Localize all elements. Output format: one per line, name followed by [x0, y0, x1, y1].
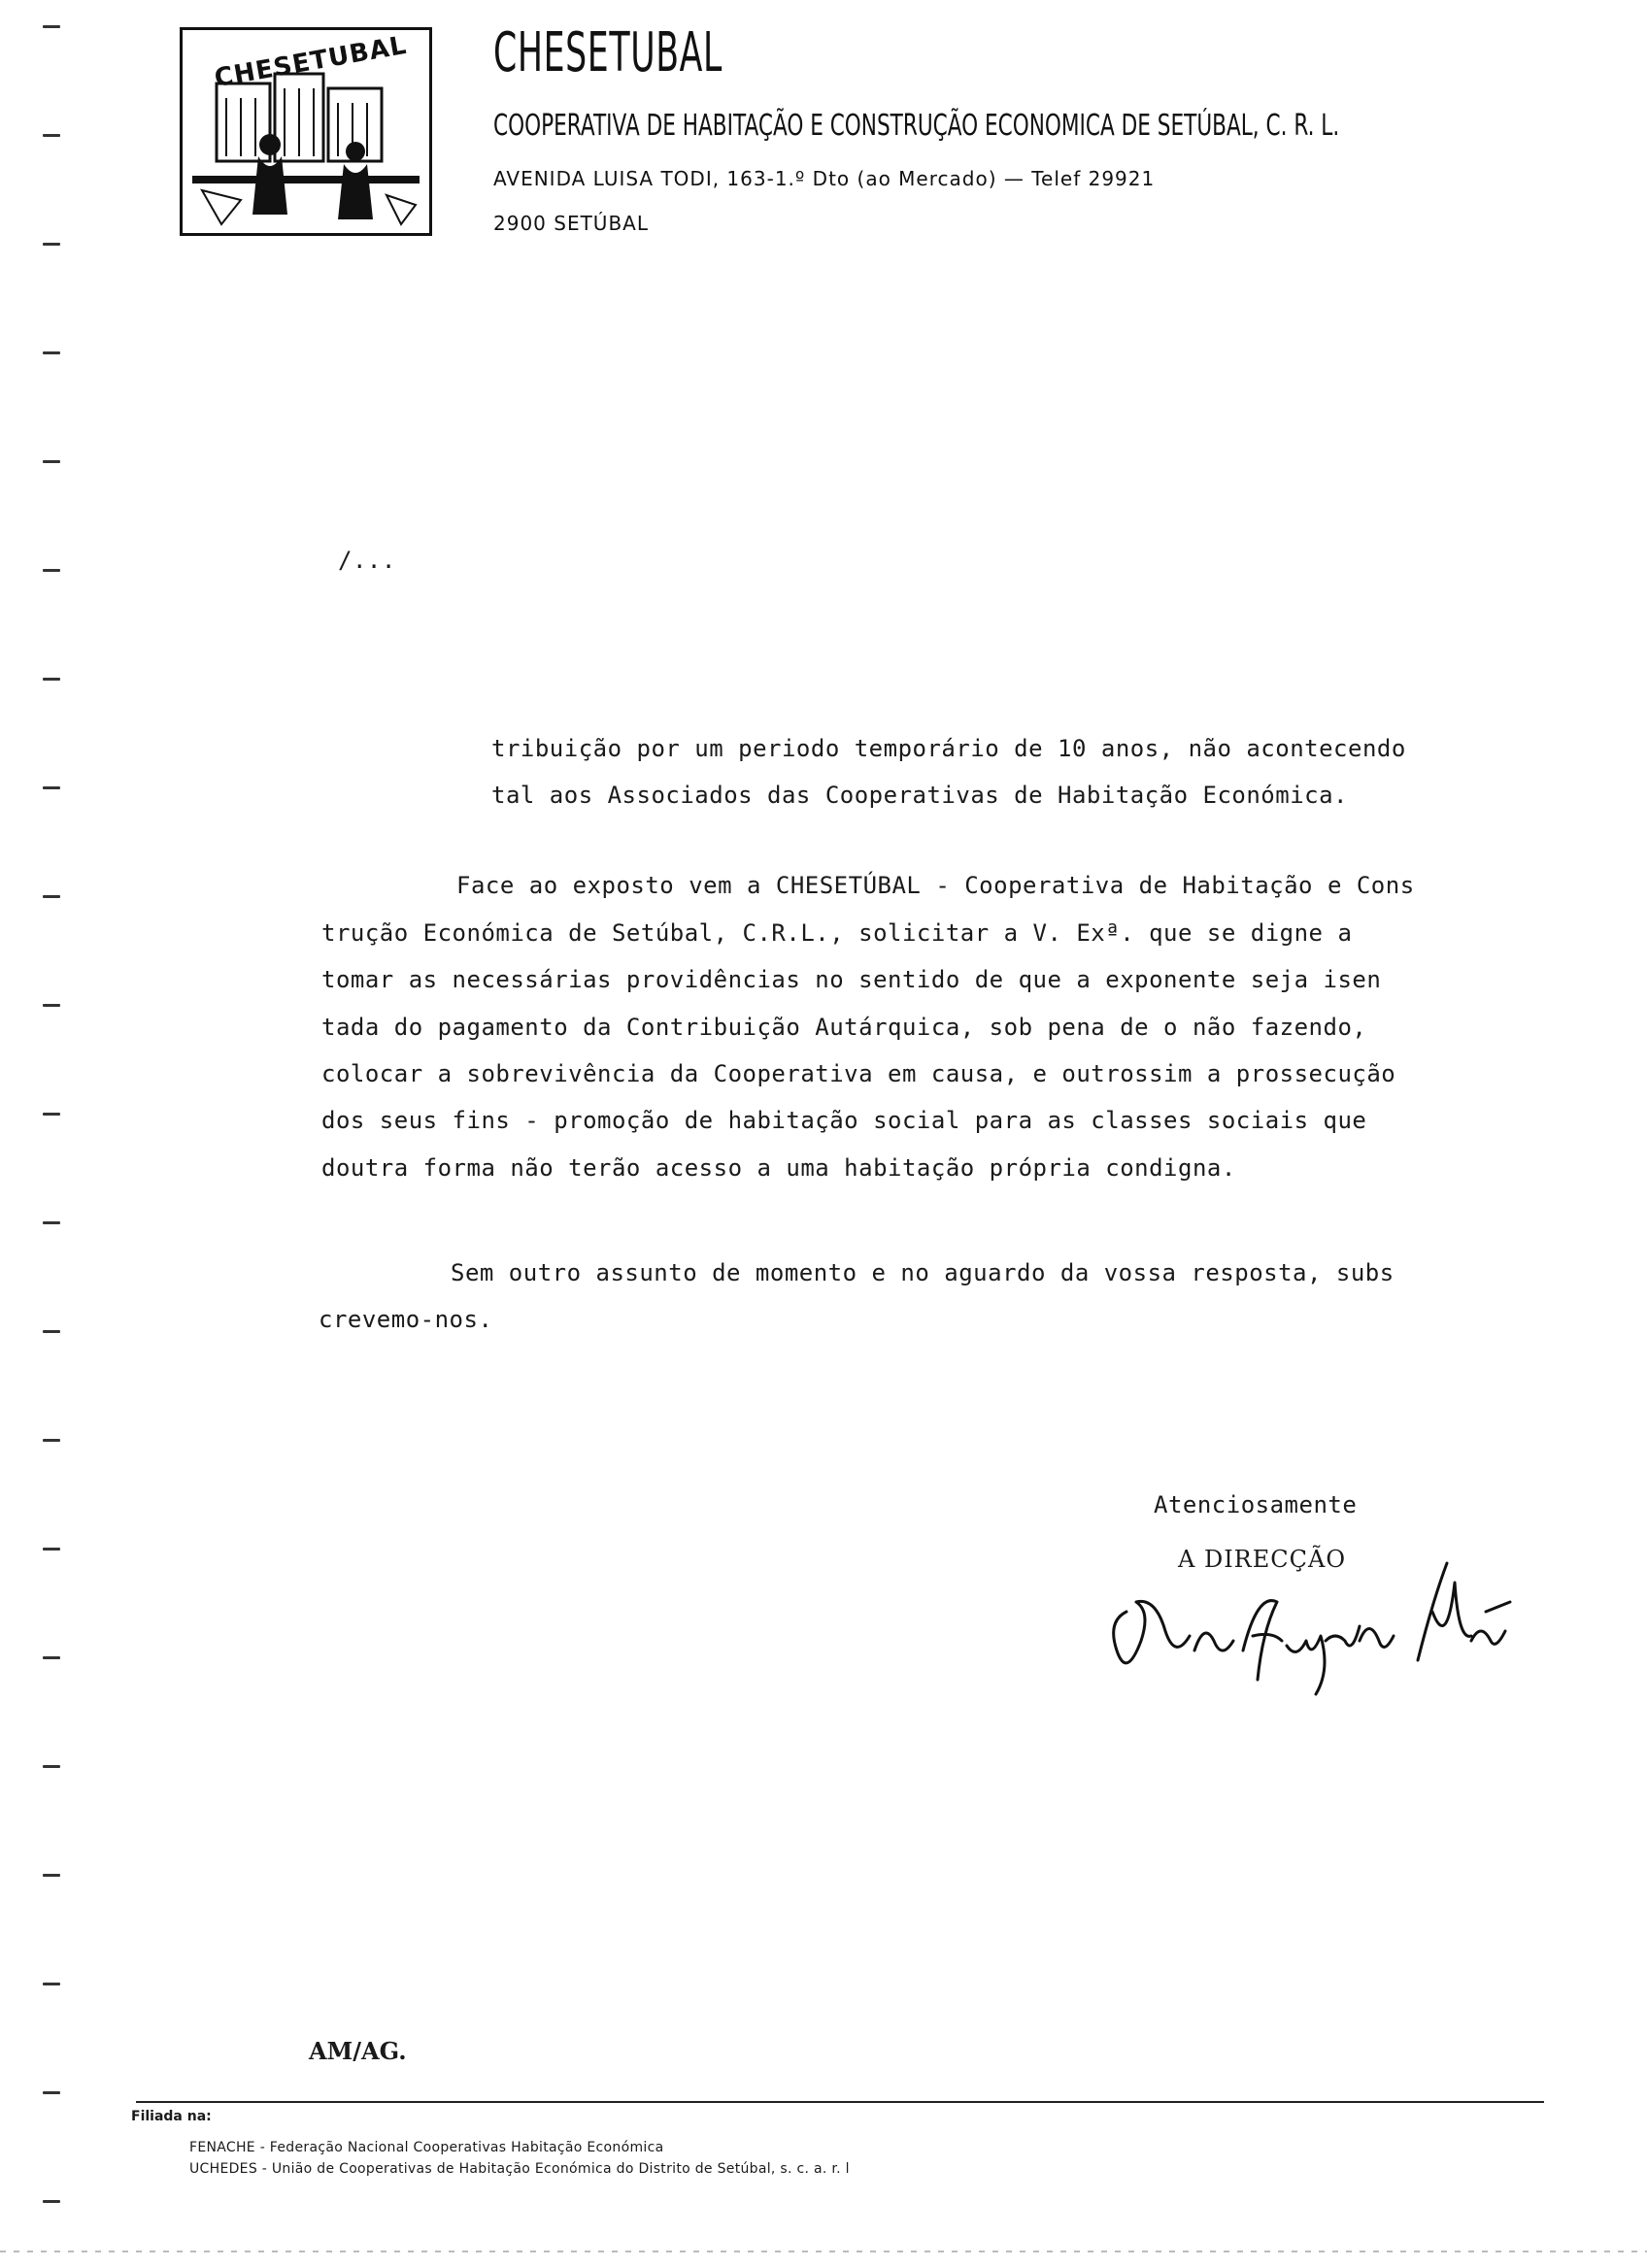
organization-city: 2900 SETÚBAL [493, 212, 649, 235]
organization-name: CHESETUBAL [493, 21, 723, 84]
paragraph-line: Sem outro assunto de momento e no aguardo da vossa resposta, subs [451, 1259, 1395, 1286]
scan-edge [0, 2251, 1647, 2252]
footer-divider [136, 2101, 1544, 2103]
footer-affiliation: FENACHE - Federação Nacional Cooperativas Habitação Económica [189, 2140, 664, 2155]
paragraph-line: colocar a sobrevivência da Cooperativa em causa, e outrossim a prossecução [321, 1060, 1396, 1087]
paragraph-line: dos seus fins - promoção de habitação social para as classes sociais que [321, 1107, 1367, 1134]
reference-initials: AM/AG. [309, 2037, 407, 2065]
paragraph-line: tribuição por um periodo temporário de 10 anos, não acontecendo [491, 735, 1406, 762]
paragraph-line: tada do pagamento da Contribuição Autárquica, sob pena de o não fazendo, [321, 1014, 1367, 1041]
footer-affiliation: UCHEDES - União de Cooperativas de Habitação Económica do Distrito de Setúbal, s. c. a. r. l [189, 2161, 850, 2177]
organization-full-name: COOPERATIVA DE HABITAÇÃO E CONSTRUÇÃO ECONOMICA DE SETÚBAL, C. R. L. [493, 109, 1340, 143]
paragraph-line: doutra forma não terão acesso a uma habitação própria condigna. [321, 1154, 1236, 1182]
logo-wordmark: CHESETUBAL [212, 30, 410, 94]
cooperative-logo [180, 27, 432, 236]
signatory-title: A DIRECÇÃO [1178, 1546, 1347, 1573]
organization-address: AVENIDA LUISA TODI, 163-1.º Dto (ao Mercado) — Telef 29921 [493, 167, 1156, 190]
footer-affiliation-label: Filiada na: [131, 2109, 212, 2124]
paragraph-line: crevemo-nos. [319, 1306, 493, 1333]
paragraph-line: trução Económica de Setúbal, C.R.L., solicitar a V. Exª. que se digne a [321, 919, 1353, 947]
paragraph-line: Face ao exposto vem a CHESETÚBAL - Cooperativa de Habitação e Cons [456, 872, 1415, 899]
continuation-mark: /... [338, 547, 396, 574]
paragraph-line: tal aos Associados das Cooperativas de Habitação Económica. [491, 782, 1349, 809]
paragraph-line: tomar as necessárias providências no sentido de que a exponente seja isen [321, 966, 1382, 993]
handwritten-signature [1097, 1544, 1515, 1703]
closing-salutation: Atenciosamente [1154, 1491, 1358, 1518]
